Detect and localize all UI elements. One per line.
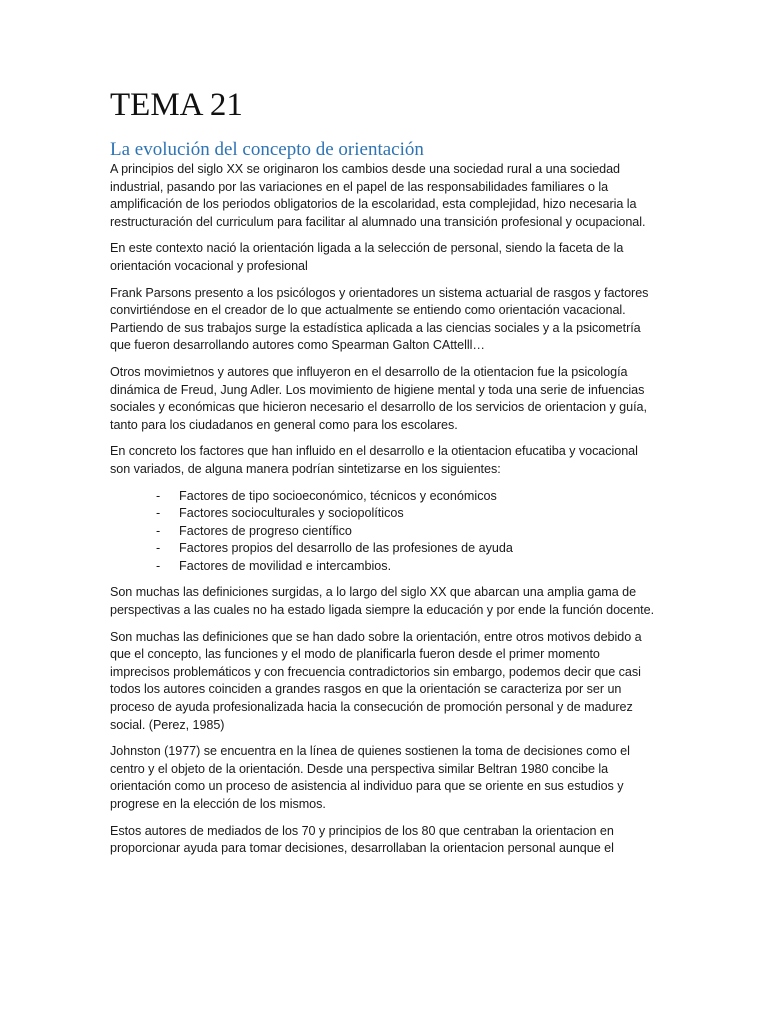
list-item-text: Factores propios del desarrollo de las profesiones de ayuda bbox=[179, 541, 513, 556]
bullet-marker: - bbox=[156, 541, 161, 556]
body-paragraph: En este contexto nació la orientación ligada a la selección de personal, siendo la faceta de la orientación vocacional y profesional bbox=[110, 241, 624, 273]
list-item bbox=[110, 488, 660, 506]
body-paragraph: A principios del siglo XX se originaron los cambios desde una sociedad rural a una sociedad industrial, pasando por las variaciones en el papel de las responsabilidades familiares o la amplificación de los periodos obligatorios de la escolaridad, esta complejidad, hizo necesaria la restructuración del curriculum para facilitar al alumnado una transición profesional y ocupacional. bbox=[110, 162, 646, 229]
section-heading: La evolución del concepto de orientación bbox=[110, 139, 424, 160]
body-paragraph: Estos autores de mediados de los 70 y principios de los 80 que centraban la orientacion en proporcionar ayuda para tomar decisiones, desarrollaban la orientacion personal aunque el bbox=[110, 823, 614, 856]
bullet-marker: - bbox=[156, 523, 161, 538]
list-item-text: Factores de tipo socioeconómico, técnicos y económicos bbox=[179, 488, 497, 503]
bullet-marker: - bbox=[156, 506, 161, 521]
bullet-marker: - bbox=[156, 488, 161, 503]
list-item-text: Factores socioculturales y sociopolíticos bbox=[179, 506, 404, 521]
body-paragraph: Otros movimietnos y autores que influyeron en el desarrollo de la otientacion fue la psicología dinámica de Freud, Jung Adler. Los movimiento de higiene mental y toda una serie de infuencias sociales y económicas que hicieron necesario el desarrollo de los servicios de orientacion y guía, tanto para los ciudadanos en general como para los escolares. bbox=[110, 364, 647, 432]
bullet-marker: - bbox=[156, 558, 161, 573]
list-item bbox=[110, 523, 660, 541]
body-paragraph: Son muchas las definiciones surgidas, a lo largo del siglo XX que abarcan una amplia gama de perspectivas a las cuales no ha estado ligada siempre la educación y por ende la función docente. bbox=[110, 585, 655, 618]
body-paragraph: Son muchas las definiciones que se han dado sobre la orientación, entre otros motivos debido a que el concepto, las funciones y el modo de planificarla fueron desde el primer momento imprecisos problemáticos y con frecuencia contradictorios sin embargo, podemos decir que casi todos los autores coinciden a grandes rasgos en que la orientación se caracteriza por ser un proceso de ayuda profesionalizada hacia la consecución de promoción personal y de madurez social. (Perez, 1985) bbox=[110, 629, 642, 732]
list-item bbox=[110, 558, 660, 576]
list-item-text: Factores de movilidad e intercambios. bbox=[179, 558, 392, 573]
factors-list bbox=[110, 488, 660, 576]
list-item-text: Factores de progreso científico bbox=[179, 523, 352, 538]
document-title: TEMA 21 bbox=[110, 87, 243, 123]
body-paragraph: Johnston (1977) se encuentra en la línea de quienes sostienen la toma de decisiones como el centro y el objeto de la orientación. Desde una perspectiva similar Beltran 1980 concibe la orientación como un proceso de asistencia al individuo para que se oriente en sus estudios y progrese en la elección de los mismos. bbox=[110, 744, 630, 811]
list-item bbox=[110, 540, 660, 558]
body-paragraph: Frank Parsons presento a los psicólogos y orientadores un sistema actuarial de rasgos y factores convirtiéndose en el creador de lo que actualmente se entiendo como orientación vacacional. Partiendo de sus trabajos surge la estadística aplicada a las ciencias sociales y a la psicometría que fueron desarrollando autores como Spearman Galton CAttelll… bbox=[110, 285, 649, 353]
list-item bbox=[110, 505, 660, 523]
body-paragraph: En concreto los factores que han influido en el desarrollo e la otientacion efucatiba y vocacional son variados, de alguna manera podrían sintetizarse en los siguientes: bbox=[110, 444, 638, 476]
document-page bbox=[110, 84, 660, 867]
